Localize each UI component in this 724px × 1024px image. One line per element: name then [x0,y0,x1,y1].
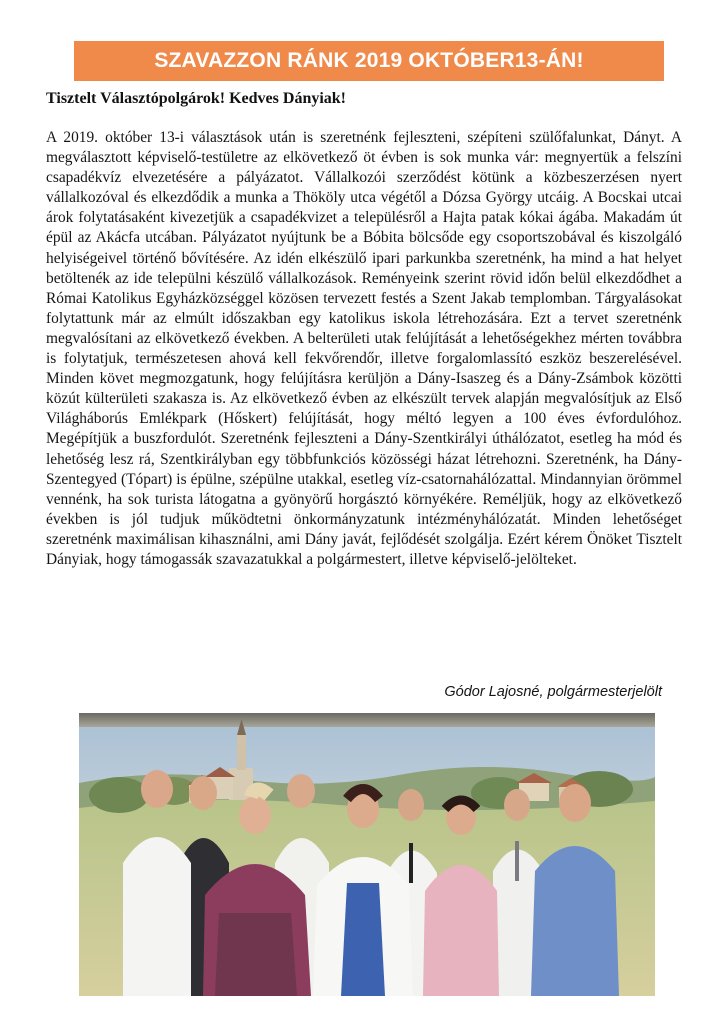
greeting: Tisztelt Választópolgárok! Kedves Dányiak! [46,90,347,107]
signature: Gódor Lajosné, polgármesterjelölt [444,684,662,700]
group-photo [79,713,655,996]
headline-text: SZAVAZZON RÁNK 2019 OKTÓBER13-ÁN! [154,49,584,72]
headline-banner [74,41,664,81]
body-paragraph: A 2019. október 13-i választások után is szeretnénk fejleszteni, szépíteni szülőfalunkat, Dányt. A megválasztott képviselő-testületre az elkövetkező öt évben is sok munka vár: megnyertük a felszíni csapadékvíz elvezetésére a pályázatot. Vállalkozói szerződést kötünk a közbeszerzésen nyert vállalkozóval és elkezdődik a munka a Thököly utca végétől a Dózsa György utcáig. A Bocskai utcai árok folytatásaként kivezetjük a csapadékvizet a településről a Hajta patak kókai ágába. Makadám út épül az Akácfa utcában. Pályázatot nyújtunk be a Bóbita bölcsőde egy csoportszobával és kiszolgáló helyiségeivel történő bővítésére. Az idén elkészülő ipari parkunkba szeretnénk, ha mind a hat helyet betöltenék az ide települni készülő vállalkozások. Reményeink szerint rövid időn belül elkezdődhet a Római Katolikus Egyházközséggel közösen tervezett festés a Szent Jakab templomban. Tárgyalásokat folytattunk már az elmúlt időszakban egy katolikus iskola létrehozására. Ezt a tervet szeretnénk megvalósítani az elkövetkező években. A belterületi utak felújítását a lehetőségekhez mérten továbbra is folytatjuk, természetesen ahová kell fekvőrendőr, illetve forgalomlassító eszköz beszerelésével. Minden követ megmozgatunk, hogy felújításra kerüljön a Dány-Isaszeg és a Dány-Zsámbok közötti közút külterületi szakasza is. Az elkövetkező évben az elkészült tervek alapján megvalósítjuk az Első Világháborús Emlékpark (Hőskert) felújítását, hogy méltó legyen a 100 éves évfordulóhoz. Megépítjük a buszfordulót. Szeretnénk fejleszteni a Dány-Szentkirályi úthálózatot, esetleg ha mód és lehetőség lesz rá, Szentkirályban egy többfunkciós közösségi házat létrehozni. Szeretnénk, ha Dány-Szentegyed (Tópart) is épülne, szépülne utakkal, esetleg víz-csatornahálózattal. Mindannyian örömmel vennénk, ha sok turista látogatna a gyönyörű horgásztó környékére. Reméljük, hogy az elkövetkező években is jól tudjuk működtetni önkormányzatunk intézményhálózatát. Minden lehetőséget szeretnénk maximálisan kihasználni, ami Dány javát, fejlődését szolgálja. Ezért kérem Önöket Tisztelt Dányiak, hogy támogassák szavazatukkal a polgármestert, illetve képviselő-jelölteket. [46,129,682,568]
